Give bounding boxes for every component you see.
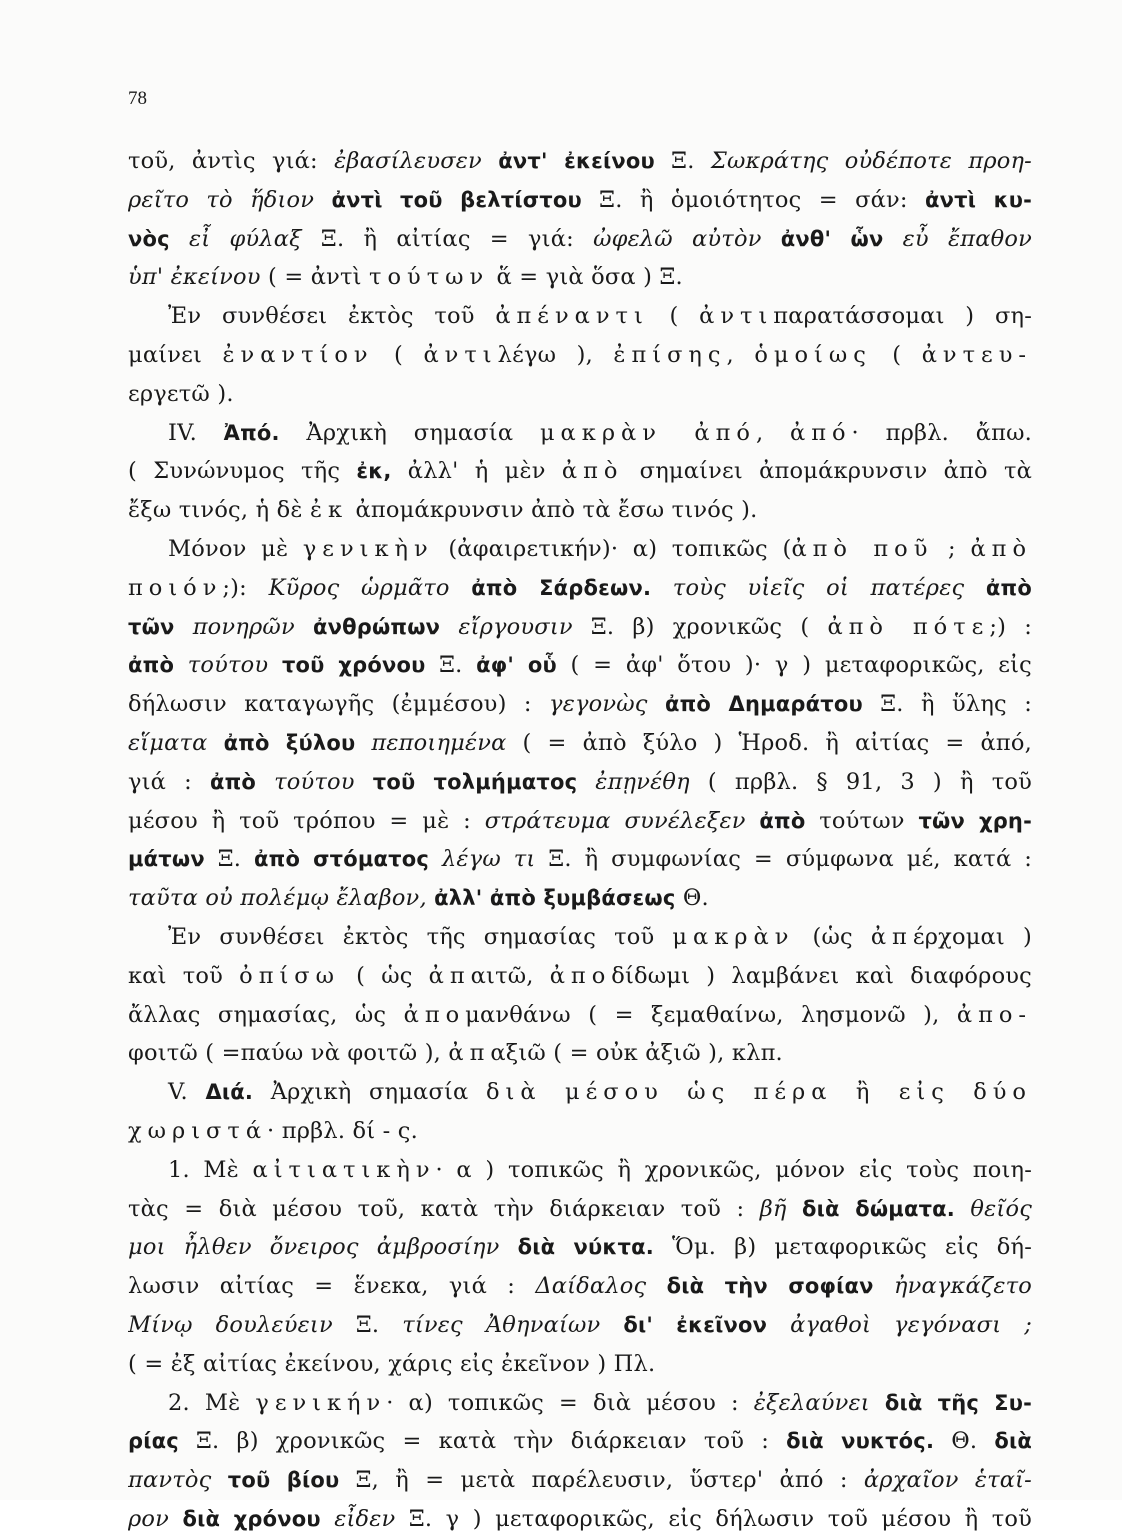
italic-example: πονηρῶν [192,613,295,640]
italic-example: τούτου [274,768,355,795]
bold-term: διὰ νύκτα. [517,1235,654,1260]
text-line [128,646,1032,685]
text-segment: · α ) τοπικῶς ἢ χρονικῶς, μόνον εἰς τοὺς ποιη- [435,1156,1032,1183]
text-segment: Ἀρχικὴ σημασία [253,1079,487,1106]
italic-example: εἶδεν [334,1505,396,1532]
italic-example: στράτευμα συνέλεξεν [484,807,746,834]
text-segment: · πρβλ. δί - ς. [267,1117,418,1144]
text-segment [355,769,373,795]
text-line [128,1267,1032,1306]
spaced-term: μακρὰν ἀπό [539,419,756,446]
text-segment: ;) : [989,613,1032,640]
italic-example: τίνες Ἀθηναίων [402,1311,601,1338]
spaced-term: ἀντι [423,341,498,368]
spaced-term: ἐπίσης [613,341,727,368]
bold-term: διὰ χρόνου [182,1506,321,1531]
text-segment: Ξ. ἢ αἰτίας = γιά: [301,225,594,252]
text-line [128,763,1032,802]
text-segment [746,808,760,834]
text-line [128,918,1032,957]
spaced-term: ἐκ [309,497,349,524]
text-segment: Θ. [934,1428,995,1455]
bold-term: Διά. [205,1080,254,1105]
spaced-term: ἀπ [870,923,913,950]
text-segment: (ἀφαιρετικήν)· α) τοπικῶς ( [433,535,792,562]
spaced-term: ἀπό [790,419,852,446]
bold-term: διὰ [994,1429,1032,1454]
text-segment [208,730,224,756]
bold-term: τῶν [128,614,175,639]
spaced-term: ἀπο- [956,1001,1032,1028]
text-segment: Ξ. γ ) μεταφορικῶς, εἰς δήλωσιν τοῦ μέσου ἢ τοῦ [395,1505,1032,1532]
text-segment: Μόνον μὲ [168,535,303,562]
italic-example: εὖ ἔπαθον [902,225,1032,252]
spaced-term: ἀπ [448,1040,491,1067]
italic-example: ὠφελῶ αὐτὸν [593,225,762,252]
text-segment: ; [933,535,971,562]
spaced-term: γενικήν [255,1389,387,1416]
bold-term: ἀπὸ [209,769,257,794]
text-segment [482,148,498,174]
text-line [128,1306,1032,1345]
italic-example: ρον [128,1505,170,1532]
text-line [128,452,1032,491]
text-segment: Ξ. [425,652,477,679]
text-segment: Ξ. ἢ ὕλης : [862,691,1032,718]
text-segment: ( = ἀντὶ [260,264,370,291]
text-line [128,802,1032,841]
italic-example: τούτου [187,652,269,679]
text-segment: ( ὡς [340,962,429,989]
text-line [128,181,1032,220]
text-segment [577,769,595,795]
text-segment: ( [871,341,922,368]
text-segment [883,226,902,252]
text-segment [256,769,274,795]
text-segment [648,691,665,717]
spaced-term: ἀντι [699,303,774,330]
italic-example: ἐπῃνέθη [595,768,690,795]
bold-term: δι' ἐκεῖνον [623,1312,768,1337]
text-line [128,1034,1032,1073]
text-segment: αιτῶ, [470,962,550,989]
text-segment [870,1390,885,1416]
text-segment: Ξ. [332,1311,403,1338]
text-line [128,1384,1032,1423]
text-segment: έρχομαι ) [912,923,1032,950]
text-segment: παρατάσσομαι ) ση- [773,303,1032,330]
bold-term: τοῦ χρόνου [281,653,426,678]
text-line [128,1345,1032,1384]
text-line [128,336,1032,375]
bold-term: ἀπὸ [759,808,806,833]
text-segment [174,652,188,678]
spaced-term: ἐναντίον [222,341,374,368]
text-segment: δήλωσιν καταγωγῆς (ἐμμέσου) : [128,691,550,718]
text-segment [295,614,313,640]
text-segment [355,730,371,756]
text-line [128,1422,1032,1461]
text-segment: μανθάνω ( = ξεμαθαίνω, λησμονῶ ), [465,1001,957,1028]
spaced-term: ποιόν [128,574,223,601]
italic-example: ἀγαθοὶ γεγόνασι ; [790,1311,1032,1338]
italic-example: εἶ φύλαξ [188,225,302,252]
text-segment [787,1196,802,1222]
italic-example: Κῦρος ὡρμᾶτο [268,574,450,601]
text-line [128,1461,1032,1500]
text-segment [651,575,673,601]
text-segment: , [726,341,755,368]
italic-example: θεῖός [970,1195,1032,1222]
text-line [128,1228,1032,1267]
spaced-term: ὁμοίως [754,341,872,368]
text-line [128,685,1032,724]
spaced-term: αἰτιατικὴν [252,1156,436,1183]
text-line [128,375,1032,414]
text-line [128,1500,1032,1539]
text-segment: ( Συνώνυμος τῆς [128,458,357,485]
italic-example: εἴργουσιν [458,613,573,640]
text-line [128,142,1032,181]
text-line [128,1112,1032,1151]
bold-term: διὰ τῆς Συ- [884,1390,1032,1415]
italic-example: γεγονὼς [549,691,648,718]
body-text [128,142,1032,1539]
spaced-term: τούτων [369,264,490,291]
bold-term: διὰ τὴν σοφίαν [666,1274,874,1299]
spaced-term: μακρὰν [672,923,795,950]
text-segment: ἅ = γιὰ ὅσα ) Ξ. [489,264,683,291]
text-line [128,258,1032,297]
spaced-term: ἀπο [403,1001,466,1028]
italic-example: λέγω τι [441,846,536,873]
bold-term: νὸς [128,226,170,251]
text-segment [955,1196,970,1222]
text-line [128,1190,1032,1229]
spaced-term: ἀντευ- [921,341,1032,368]
text-line [128,530,1032,569]
text-line [128,491,1032,530]
text-segment: , [755,419,790,446]
text-segment: ( = ἀφ' ὅτου )· γ ) μεταφορικῶς, εἰς [556,652,1032,679]
text-segment [964,575,986,601]
text-line [128,1073,1032,1112]
bold-term: ἀλλ' ἀπὸ ξυμβάσεως [434,886,676,911]
bold-term: ἀντ' ἐκείνου [498,149,655,173]
italic-example: Σωκράτης οὐδέποτε προη- [710,148,1032,174]
italic-example: ἀρχαῖον ἑταῖ- [863,1467,1032,1494]
text-segment [440,614,458,640]
text-line [128,414,1032,453]
bold-term: ἀντὶ τοῦ βελτίστου [331,187,582,212]
text-segment [321,1506,334,1532]
text-line [128,879,1032,918]
text-segment [646,1273,666,1299]
text-segment: Ἀρχικὴ σημασία [279,419,540,446]
bold-term: ἐκ, [356,459,392,484]
italic-example: εἵματα [128,729,208,756]
bold-term: ἀφ' οὗ [476,653,557,678]
bold-term: ἀντὶ κυ- [925,187,1032,212]
text-segment: ἔξω τινός, ἡ δὲ [128,497,310,524]
text-segment: Ξ. [204,846,254,873]
italic-example: πεποιημένα [371,729,507,756]
text-line [128,569,1032,608]
italic-example: τοὺς υἱεῖς οἱ πατέρες [672,574,965,601]
spaced-term: γενικὴν [302,535,434,562]
text-segment: Ξ. β) χρονικῶς = κατὰ τὴν διάρκειαν τοῦ : [178,1428,787,1455]
text-segment: 1. Μὲ [168,1156,253,1183]
spaced-term: ἀπὸ [561,458,624,485]
bold-term: ἀπὸ [128,653,175,678]
italic-example: ἐξελαύνει [753,1389,870,1416]
bold-term: ἀπὸ Δημαράτου [664,692,863,717]
text-segment: ;): [222,574,269,601]
page-number: 78 [128,88,147,109]
text-segment: · α) τοπικῶς = διὰ μέσου : [386,1389,754,1416]
text-segment: ( [648,303,700,330]
italic-example: ἐβασίλευσεν [334,148,482,174]
text-segment: 2. Μὲ [168,1389,256,1416]
text-line [128,608,1032,647]
bold-term: ἀπὸ ξύλου [223,730,356,755]
spaced-term: ἀπ [428,962,471,989]
text-segment: (ὡς [794,923,871,950]
text-line [128,220,1032,259]
bold-term: τοῦ βίου [227,1468,340,1493]
text-segment [762,226,781,252]
text-segment: τοῦ, ἀντὶς γιά: [128,148,335,174]
text-segment: λωσιν αἰτίας = ἕνεκα, γιά : [128,1273,536,1300]
text-line [128,724,1032,763]
text-segment: ἄλλας σημασίας, ὡς [128,1001,404,1028]
text-segment: · πρβλ. ἄπω. [851,419,1032,446]
text-segment [500,1234,518,1260]
text-segment: αξιῶ ( = οὐκ ἀξιῶ ), κλπ. [490,1040,783,1067]
text-segment [600,1312,623,1338]
italic-example: ταῦτα οὐ πολέμῳ ἔλαβον, [128,885,427,912]
text-segment: ( [373,341,424,368]
text-segment: εργετῶ ). [128,380,234,407]
spaced-term: ἀπὸ ποῦ [791,535,934,562]
text-segment: ἀπομάκρυνσιν ἀπὸ τὰ ἔσω τινός ). [348,497,758,524]
spaced-term: ἀπὸ πότε [827,613,990,640]
text-segment: ( = ἀπὸ ξύλο ) Ἡροδ. ἢ αἰτίας = ἀπό, [506,729,1032,756]
spaced-term: ἀπέναντι [495,303,649,330]
spaced-term: διὰ μέσου ὡς πέρα ἢ εἰς δύο [486,1079,1032,1106]
spaced-term: ἀπὸ [970,535,1032,562]
text-segment [314,187,331,213]
text-segment [170,226,189,252]
text-segment: IV. [168,419,224,446]
spaced-term: ὀπίσω [239,962,341,989]
text-segment: V. [168,1079,206,1106]
bold-term: ἀπὸ [985,575,1032,600]
italic-example: μοι ἦλθεν ὄνειρος ἀμβροσίην [128,1234,500,1261]
text-line [128,957,1032,996]
text-line [128,840,1032,879]
text-segment: τούτων [805,807,919,834]
text-segment: ( πρβλ. § 91, 3 ) ἢ τοῦ [689,768,1032,795]
text-line [128,996,1032,1035]
text-segment [429,846,442,872]
text-segment: γιά : [128,768,210,795]
text-segment [268,652,282,678]
text-segment: δίδωμι ) λαμβάνει καὶ διαφόρους [611,962,1032,989]
text-segment: Ξ. β) χρονικῶς ( [572,613,828,640]
italic-example: παντὸς [128,1467,212,1494]
italic-example: Μίνῳ δουλεύειν [128,1311,333,1338]
text-segment: φοιτῶ ( =παύω νὰ φοιτῶ ), [128,1040,449,1067]
bold-term: διὰ νυκτός. [786,1429,935,1454]
text-segment: καὶ τοῦ [128,962,240,989]
bold-term: ἀνθρώπων [312,614,441,639]
text-segment [874,1273,894,1299]
text-segment [169,1506,182,1532]
spaced-term: ἀπο [549,962,612,989]
italic-example: βῆ [759,1195,787,1222]
text-segment [211,1467,227,1493]
bold-term: τοῦ τολμήματος [372,769,578,794]
text-segment: μέσου ἢ τοῦ τρόπου = μὲ : [128,807,485,834]
italic-example: ὑπ' ἐκείνου [128,264,261,291]
text-segment: Ἐν συνθέσει ἐκτὸς τοῦ [168,303,496,330]
text-segment: Ξ. ἢ συμφωνίας = σύμφωνα μέ, κατά : [535,846,1032,873]
bold-term: ρίας [128,1429,179,1454]
bold-term: μάτων [128,847,205,872]
italic-example: ἠναγκάζετο [893,1273,1032,1300]
text-segment [175,614,193,640]
text-segment [767,1312,790,1338]
italic-example: Δαίδαλος [535,1273,647,1300]
text-line [128,1151,1032,1190]
bold-term: ἀνθ' ὧν [780,226,884,251]
text-segment: σημαίνει ἀπομάκρυνσιν ἀπὸ τὰ [623,458,1032,485]
text-line [128,297,1032,336]
bold-term: ἀπὸ στόματος [254,847,430,872]
bold-term: Ἀπό. [223,420,280,445]
text-segment: μαίνει [128,341,223,368]
text-segment: λέγω ), [497,341,614,368]
text-segment: Ξ, ἢ = μετὰ παρέλευσιν, ὕστερ' ἀπό : [339,1467,864,1494]
bold-term: τῶν χρη- [918,808,1032,833]
text-segment: τὰς = διὰ μέσου τοῦ, κατὰ τὴν διάρκειαν τοῦ : [128,1195,760,1222]
spaced-term: χωριστά [128,1117,268,1144]
bold-term: ἀπὸ Σάρδεων. [471,575,652,600]
text-segment: Ξ. [654,148,711,174]
text-segment: Ἐν συνθέσει ἐκτὸς τῆς σημασίας τοῦ [168,923,673,950]
text-segment: Ξ. ἢ ὁμοιότητος = σάν: [581,186,926,213]
italic-example: ρεῖτο τὸ ἥδιον [128,186,315,213]
text-segment [450,575,472,601]
bold-term: διὰ δώματα. [802,1196,955,1221]
text-segment: ( = ἐξ αἰτίας ἐκείνου, χάρις εἰς ἐκεῖνον ) Πλ. [128,1350,656,1377]
text-segment: Ὅμ. β) μεταφορικῶς εἰς δή- [653,1234,1032,1261]
text-segment: Θ. [675,885,709,912]
text-segment: ἀλλ' ἡ μὲν [391,458,562,485]
